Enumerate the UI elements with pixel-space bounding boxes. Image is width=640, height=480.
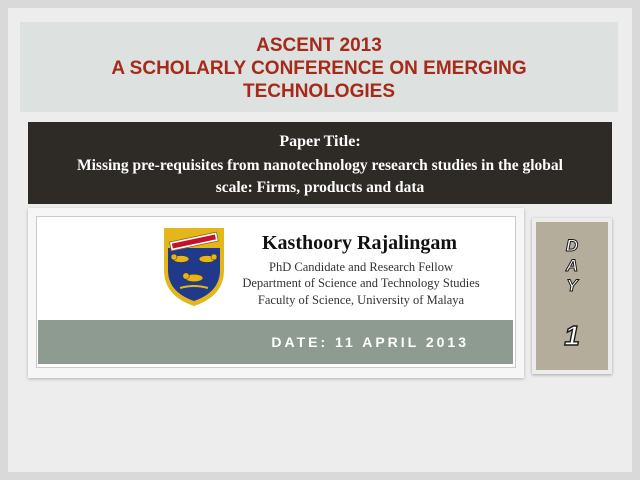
paper-title-line-2: scale: Firms, products and data [215, 179, 425, 196]
paper-title-band [28, 122, 612, 204]
author-department: Department of Science and Technology Studies [242, 276, 480, 290]
conference-title-line-1: ASCENT 2013 [256, 35, 382, 56]
day-number: 1 [564, 320, 580, 351]
author-role: PhD Candidate and Research Fellow [269, 260, 453, 274]
date-band: DATE: 11 APRIL 2013 [38, 320, 513, 364]
day-letter-a: A [565, 256, 579, 275]
conference-title [20, 22, 618, 112]
conference-title-line-3: TECHNOLOGIES [242, 81, 395, 102]
paper-title-line-1: Missing pre-requisites from nanotechnology research studies in the global [77, 157, 563, 174]
day-letter-d: D [565, 236, 579, 255]
conference-title-line-2: A SCHOLARLY CONFERENCE ON EMERGING [111, 58, 527, 79]
paper-title-label: Paper Title: [279, 133, 361, 150]
author-faculty: Faculty of Science, University of Malaya [257, 293, 465, 307]
day-label [532, 236, 612, 296]
day-letter-y: Y [566, 276, 578, 295]
author-name: Kasthoory Rajalingam [262, 232, 457, 254]
